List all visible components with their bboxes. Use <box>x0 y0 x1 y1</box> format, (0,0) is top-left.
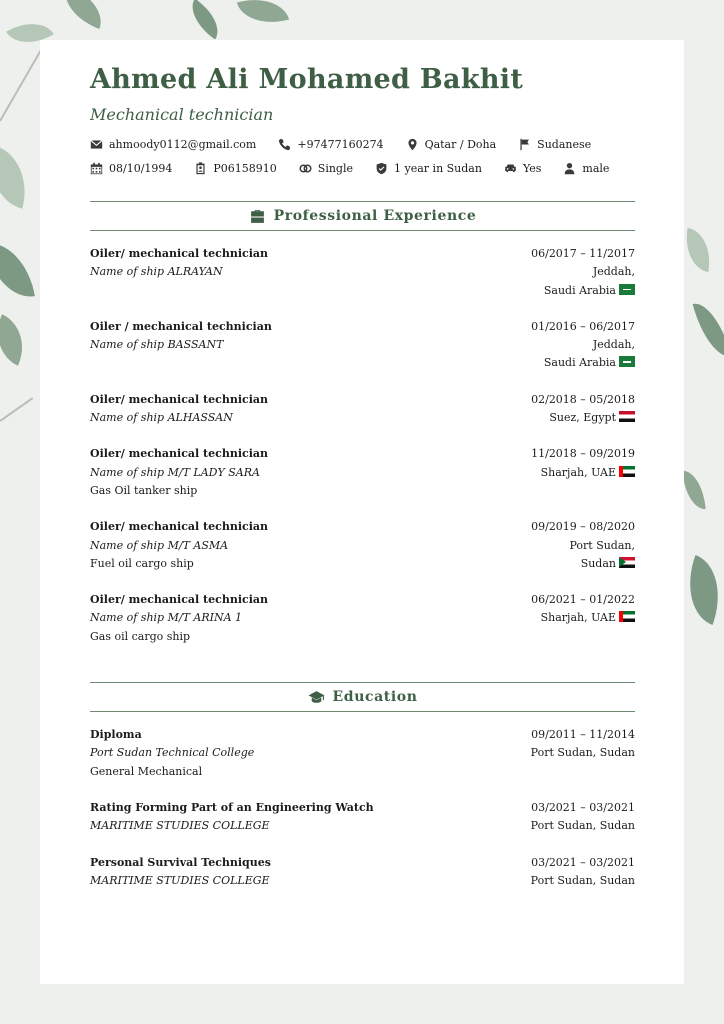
job-title: Oiler/ mechanical technician <box>90 520 269 534</box>
job-country-text: Saudi Arabia <box>543 283 616 297</box>
job-dates: 01/2016 – 06/2017 <box>531 319 635 333</box>
experience-entry <box>90 518 635 573</box>
map-pin-icon <box>406 138 419 151</box>
experience-entry <box>90 445 635 500</box>
country-flag-icon <box>619 356 635 367</box>
ship-type: Fuel oil cargo ship <box>90 556 194 570</box>
rings-icon <box>299 162 312 175</box>
gender-info <box>563 162 609 175</box>
experience-entry-right <box>531 591 635 646</box>
country-flag-icon <box>619 466 635 477</box>
education-entry <box>90 854 635 891</box>
job-dates: 06/2017 – 11/2017 <box>531 247 635 260</box>
shield-icon <box>375 162 388 175</box>
education-dates: 09/2011 – 11/2014 <box>531 728 635 742</box>
location-info <box>406 138 497 151</box>
job-location-country <box>531 282 635 300</box>
experience-entry <box>90 591 635 646</box>
degree-title: Diploma <box>90 728 142 742</box>
nationality-text: Sudanese <box>537 138 592 151</box>
candidate-name: Ahmed Ali Mohamed Bakhit <box>90 64 524 95</box>
education-heading <box>90 682 635 712</box>
birthdate-text: 08/10/1994 <box>109 162 173 175</box>
job-title: Oiler/ mechanical technician <box>90 392 269 406</box>
experience-entry-right <box>531 245 635 300</box>
education-entry-right <box>531 799 635 836</box>
driving-info <box>504 162 541 175</box>
flag-icon <box>518 138 531 151</box>
education-list <box>90 726 635 890</box>
ship-name: Name of ship M/T ARINA 1 <box>90 611 243 625</box>
job-location <box>531 537 635 555</box>
experience-entry-left <box>90 318 531 373</box>
education-entry <box>90 726 635 781</box>
birthdate-info <box>90 162 172 175</box>
briefcase-icon <box>249 208 266 225</box>
education-entry <box>90 799 635 836</box>
ship-name: Name of ship M/T LADY SARA <box>90 465 260 479</box>
ship-type: Gas oil cargo ship <box>90 629 191 643</box>
country-flag-icon <box>619 611 635 622</box>
resume-page <box>40 40 684 984</box>
job-dates: 09/2019 – 08/2020 <box>531 520 635 534</box>
experience-entry-right <box>531 445 635 500</box>
education-entry-left <box>90 726 531 781</box>
car-icon <box>504 162 517 175</box>
email-info <box>90 138 256 151</box>
education-entry-right <box>531 854 635 891</box>
experience-entry <box>90 318 635 373</box>
experience-entry-left <box>90 391 531 428</box>
experience-entry-left <box>90 445 531 500</box>
ship-name: Name of ship ALRAYAN <box>90 265 223 279</box>
education-location: Port Sudan, Sudan <box>530 873 635 887</box>
job-title: Oiler/ mechanical technician <box>90 247 269 260</box>
ship-name: Name of ship M/T ASMA <box>90 538 229 552</box>
education-location: Port Sudan, Sudan <box>530 746 635 760</box>
experience-entry <box>90 391 635 428</box>
job-location-text: Port Sudan, <box>569 538 635 552</box>
experience-entry <box>90 245 635 300</box>
phone-info <box>278 138 383 151</box>
candidate-role: Mechanical technician <box>90 105 274 124</box>
calendar-icon <box>90 162 103 175</box>
id-badge-icon <box>194 162 207 175</box>
job-location-country <box>531 354 635 372</box>
email-text: ahmoody0112@gmail.com <box>109 138 257 151</box>
job-location-text: Suez, Egypt <box>549 411 616 425</box>
education-dates: 03/2021 – 03/2021 <box>531 855 635 869</box>
job-location-text: Sharjah, UAE <box>540 611 616 625</box>
job-location <box>531 609 635 627</box>
job-title: Oiler / mechanical technician <box>90 319 272 333</box>
experience-entry-left <box>90 245 531 300</box>
passport-info <box>194 162 276 175</box>
ship-name: Name of ship ALHASSAN <box>90 411 233 425</box>
gender-text: male <box>582 162 610 175</box>
passport-text: P06158910 <box>213 162 277 175</box>
phone-icon <box>278 138 291 151</box>
experience-heading <box>90 201 635 231</box>
job-dates: 02/2018 – 05/2018 <box>531 392 635 406</box>
driving-text: Yes <box>522 162 542 175</box>
contact-row-1 <box>90 138 635 151</box>
graduation-cap-icon <box>308 689 325 706</box>
phone-text: +97477160274 <box>297 138 384 151</box>
country-flag-icon <box>619 411 635 422</box>
institution-name: MARITIME STUDIES COLLEGE <box>90 873 270 887</box>
education-dates: 03/2021 – 03/2021 <box>531 800 635 814</box>
job-dates: 06/2021 – 01/2022 <box>531 593 635 607</box>
job-location <box>531 336 635 354</box>
job-location <box>531 263 635 281</box>
job-title: Oiler/ mechanical technician <box>90 593 269 607</box>
marital-text: Single <box>317 162 354 175</box>
education-location: Port Sudan, Sudan <box>530 819 635 833</box>
education-entry-left <box>90 799 531 836</box>
marital-info <box>299 162 353 175</box>
job-location-text: Jeddah, <box>592 338 635 352</box>
experience-entry-right <box>531 318 635 373</box>
field-of-study: General Mechanical <box>90 764 203 778</box>
degree-title: Rating Forming Part of an Engineering Watch <box>90 800 374 814</box>
experience-heading-text: Professional Experience <box>273 208 477 224</box>
job-country-text: Sudan <box>580 556 616 570</box>
user-icon <box>563 162 576 175</box>
institution-name: Port Sudan Technical College <box>90 746 255 760</box>
residency-text: 1 year in Sudan <box>394 162 482 175</box>
job-title: Oiler/ mechanical technician <box>90 447 269 461</box>
institution-name: MARITIME STUDIES COLLEGE <box>90 819 270 833</box>
country-flag-icon <box>619 557 635 568</box>
country-flag-icon <box>619 284 635 295</box>
job-location-text: Sharjah, UAE <box>540 465 616 479</box>
residency-info <box>375 162 482 175</box>
education-entry-right <box>531 726 635 781</box>
degree-title: Personal Survival Techniques <box>90 855 271 869</box>
experience-entry-right <box>531 518 635 573</box>
location-text: Qatar / Doha <box>424 138 497 151</box>
ship-name: Name of ship BASSANT <box>90 338 224 352</box>
job-location <box>531 409 635 427</box>
education-entry-left <box>90 854 531 891</box>
job-country-text: Saudi Arabia <box>543 356 616 370</box>
experience-list <box>90 245 635 646</box>
job-dates: 11/2018 – 09/2019 <box>531 447 635 461</box>
job-location-text: Jeddah, <box>592 265 635 279</box>
contact-row-2 <box>90 162 635 175</box>
experience-entry-left <box>90 518 531 573</box>
nationality-info <box>518 138 591 151</box>
job-location <box>531 464 635 482</box>
envelope-icon <box>90 138 103 151</box>
education-heading-text: Education <box>332 689 418 706</box>
experience-entry-right <box>531 391 635 428</box>
ship-type: Gas Oil tanker ship <box>90 483 198 497</box>
job-location-country <box>531 555 635 573</box>
experience-entry-left <box>90 591 531 646</box>
